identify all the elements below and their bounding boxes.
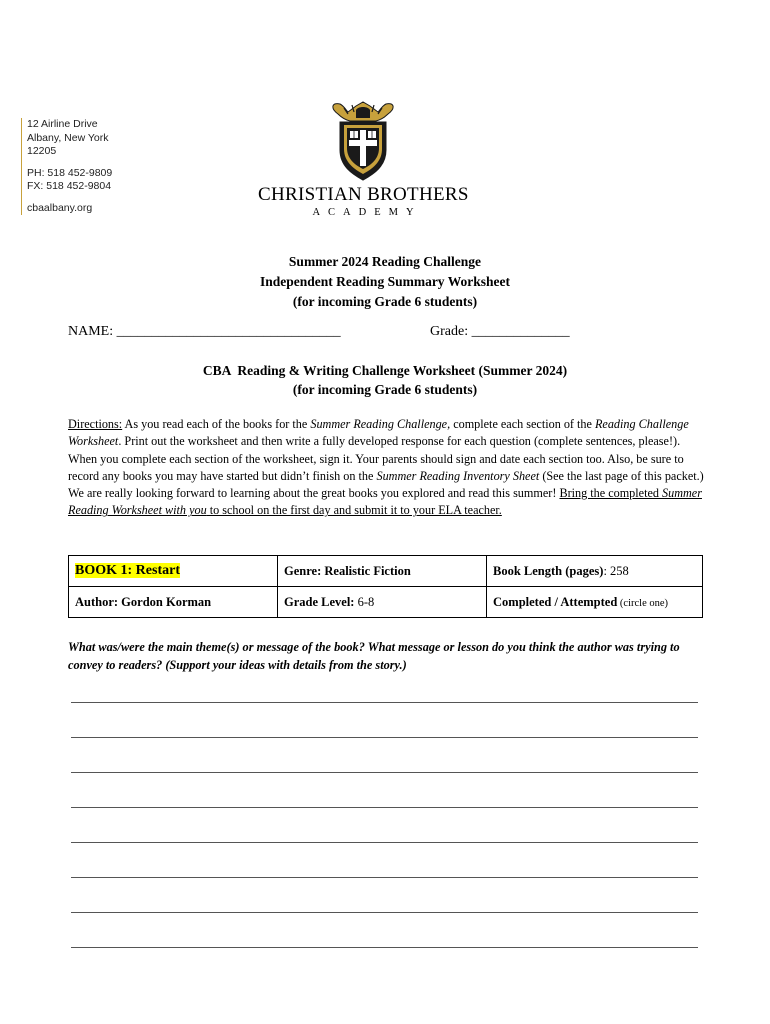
name-label: NAME:: [68, 324, 114, 339]
directions-text: . Print out the worksheet and then write a fully developed response for each question (complete sentences, please!). When you complete each section of the worksheet, sign it. Your parents should sign and date each section too. Also, be sure to record any books you may have started but didn’t finish on the: [68, 434, 684, 483]
answer-line[interactable]: [71, 877, 698, 878]
directions-italic: Summer Reading Inventory Sheet: [376, 468, 540, 483]
directions-text: (See the last page of this packet.) We are really looking forward to learning about the great books you explored and read this summer!: [68, 468, 704, 501]
book-title-cell: [69, 556, 278, 587]
crest-icon: [326, 100, 400, 182]
directions-underlined: to school on the first day and submit it to your ELA teacher.: [206, 503, 502, 518]
school-address: [21, 118, 112, 215]
book-grade-label: Grade Level:: [284, 594, 355, 609]
worksheet-title-line: CBA Reading & Writing Challenge Worksheet (Summer 2024): [202, 363, 568, 378]
answer-line[interactable]: [71, 702, 698, 703]
address-phone: PH: 518 452-9809: [27, 166, 113, 179]
book-grade-value: 6-8: [354, 594, 375, 609]
book-status-cell[interactable]: [487, 587, 703, 618]
grade-blank[interactable]: ______________: [471, 324, 570, 339]
directions-text: complete each section of the: [450, 417, 595, 431]
name-grade-row: [68, 324, 708, 340]
title-line-2: Independent Reading Summary Worksheet: [260, 274, 510, 289]
directions-paragraph: [68, 416, 708, 520]
answer-line[interactable]: [71, 772, 698, 773]
book-status-label[interactable]: Completed / Attempted: [493, 594, 618, 609]
answer-line[interactable]: [71, 737, 698, 738]
directions-label: Directions:: [68, 417, 123, 431]
grade-label: Grade:: [430, 324, 469, 339]
book-length-value: : 258: [603, 563, 629, 578]
worksheet-title: [0, 361, 770, 399]
page-title: [0, 252, 770, 312]
answer-line[interactable]: [71, 947, 698, 948]
address-fax: FX: 518 452-9804: [27, 180, 112, 192]
worksheet-subtitle-line: (for incoming Grade 6 students): [292, 382, 478, 397]
address-web: cbaalbany.org: [27, 201, 93, 214]
answer-line[interactable]: [71, 912, 698, 913]
book-author: Author: Gordon Korman: [69, 587, 278, 618]
directions-underlined-italic: Summer Reading Worksheet with you: [68, 486, 702, 518]
school-name: CHRISTIAN BROTHERS: [258, 184, 469, 205]
book-length-label: Book Length (pages): [493, 563, 604, 578]
question-text: What was/were the main theme(s) or message of the book? What message or lesson do you think the author was trying to convey to readers? (Support your ideas with details from the story.): [68, 640, 680, 672]
grade-field: [430, 324, 570, 340]
school-subtitle: ACADEMY: [312, 207, 422, 218]
book-title: BOOK 1: Restart: [75, 563, 180, 578]
address-zip: 12205: [27, 145, 57, 157]
title-line-3: (for incoming Grade 6 students): [292, 294, 478, 309]
book-grade-cell: [278, 587, 487, 618]
book-length-cell: [487, 556, 703, 587]
directions-text: As you read each of the books for the: [122, 417, 311, 431]
directions-underlined: Bring the completed: [559, 486, 663, 501]
directions-italic: Summer Reading Challenge,: [310, 417, 451, 431]
answer-line[interactable]: [71, 842, 698, 843]
school-logo: [258, 100, 468, 218]
table-row: [69, 556, 703, 587]
address-street: 12 Airline Drive: [27, 118, 98, 130]
book-status-note: (circle one): [617, 597, 669, 609]
table-row: [69, 587, 703, 618]
book-genre: Genre: Realistic Fiction: [278, 556, 487, 587]
answer-line[interactable]: [71, 807, 698, 808]
directions-italic: Reading Challenge Worksheet: [68, 417, 689, 449]
book-info-table: [68, 555, 703, 618]
title-line-1: Summer 2024 Reading Challenge: [288, 254, 482, 269]
address-city: Albany, New York: [27, 131, 109, 144]
name-blank[interactable]: ________________________________: [116, 324, 341, 339]
